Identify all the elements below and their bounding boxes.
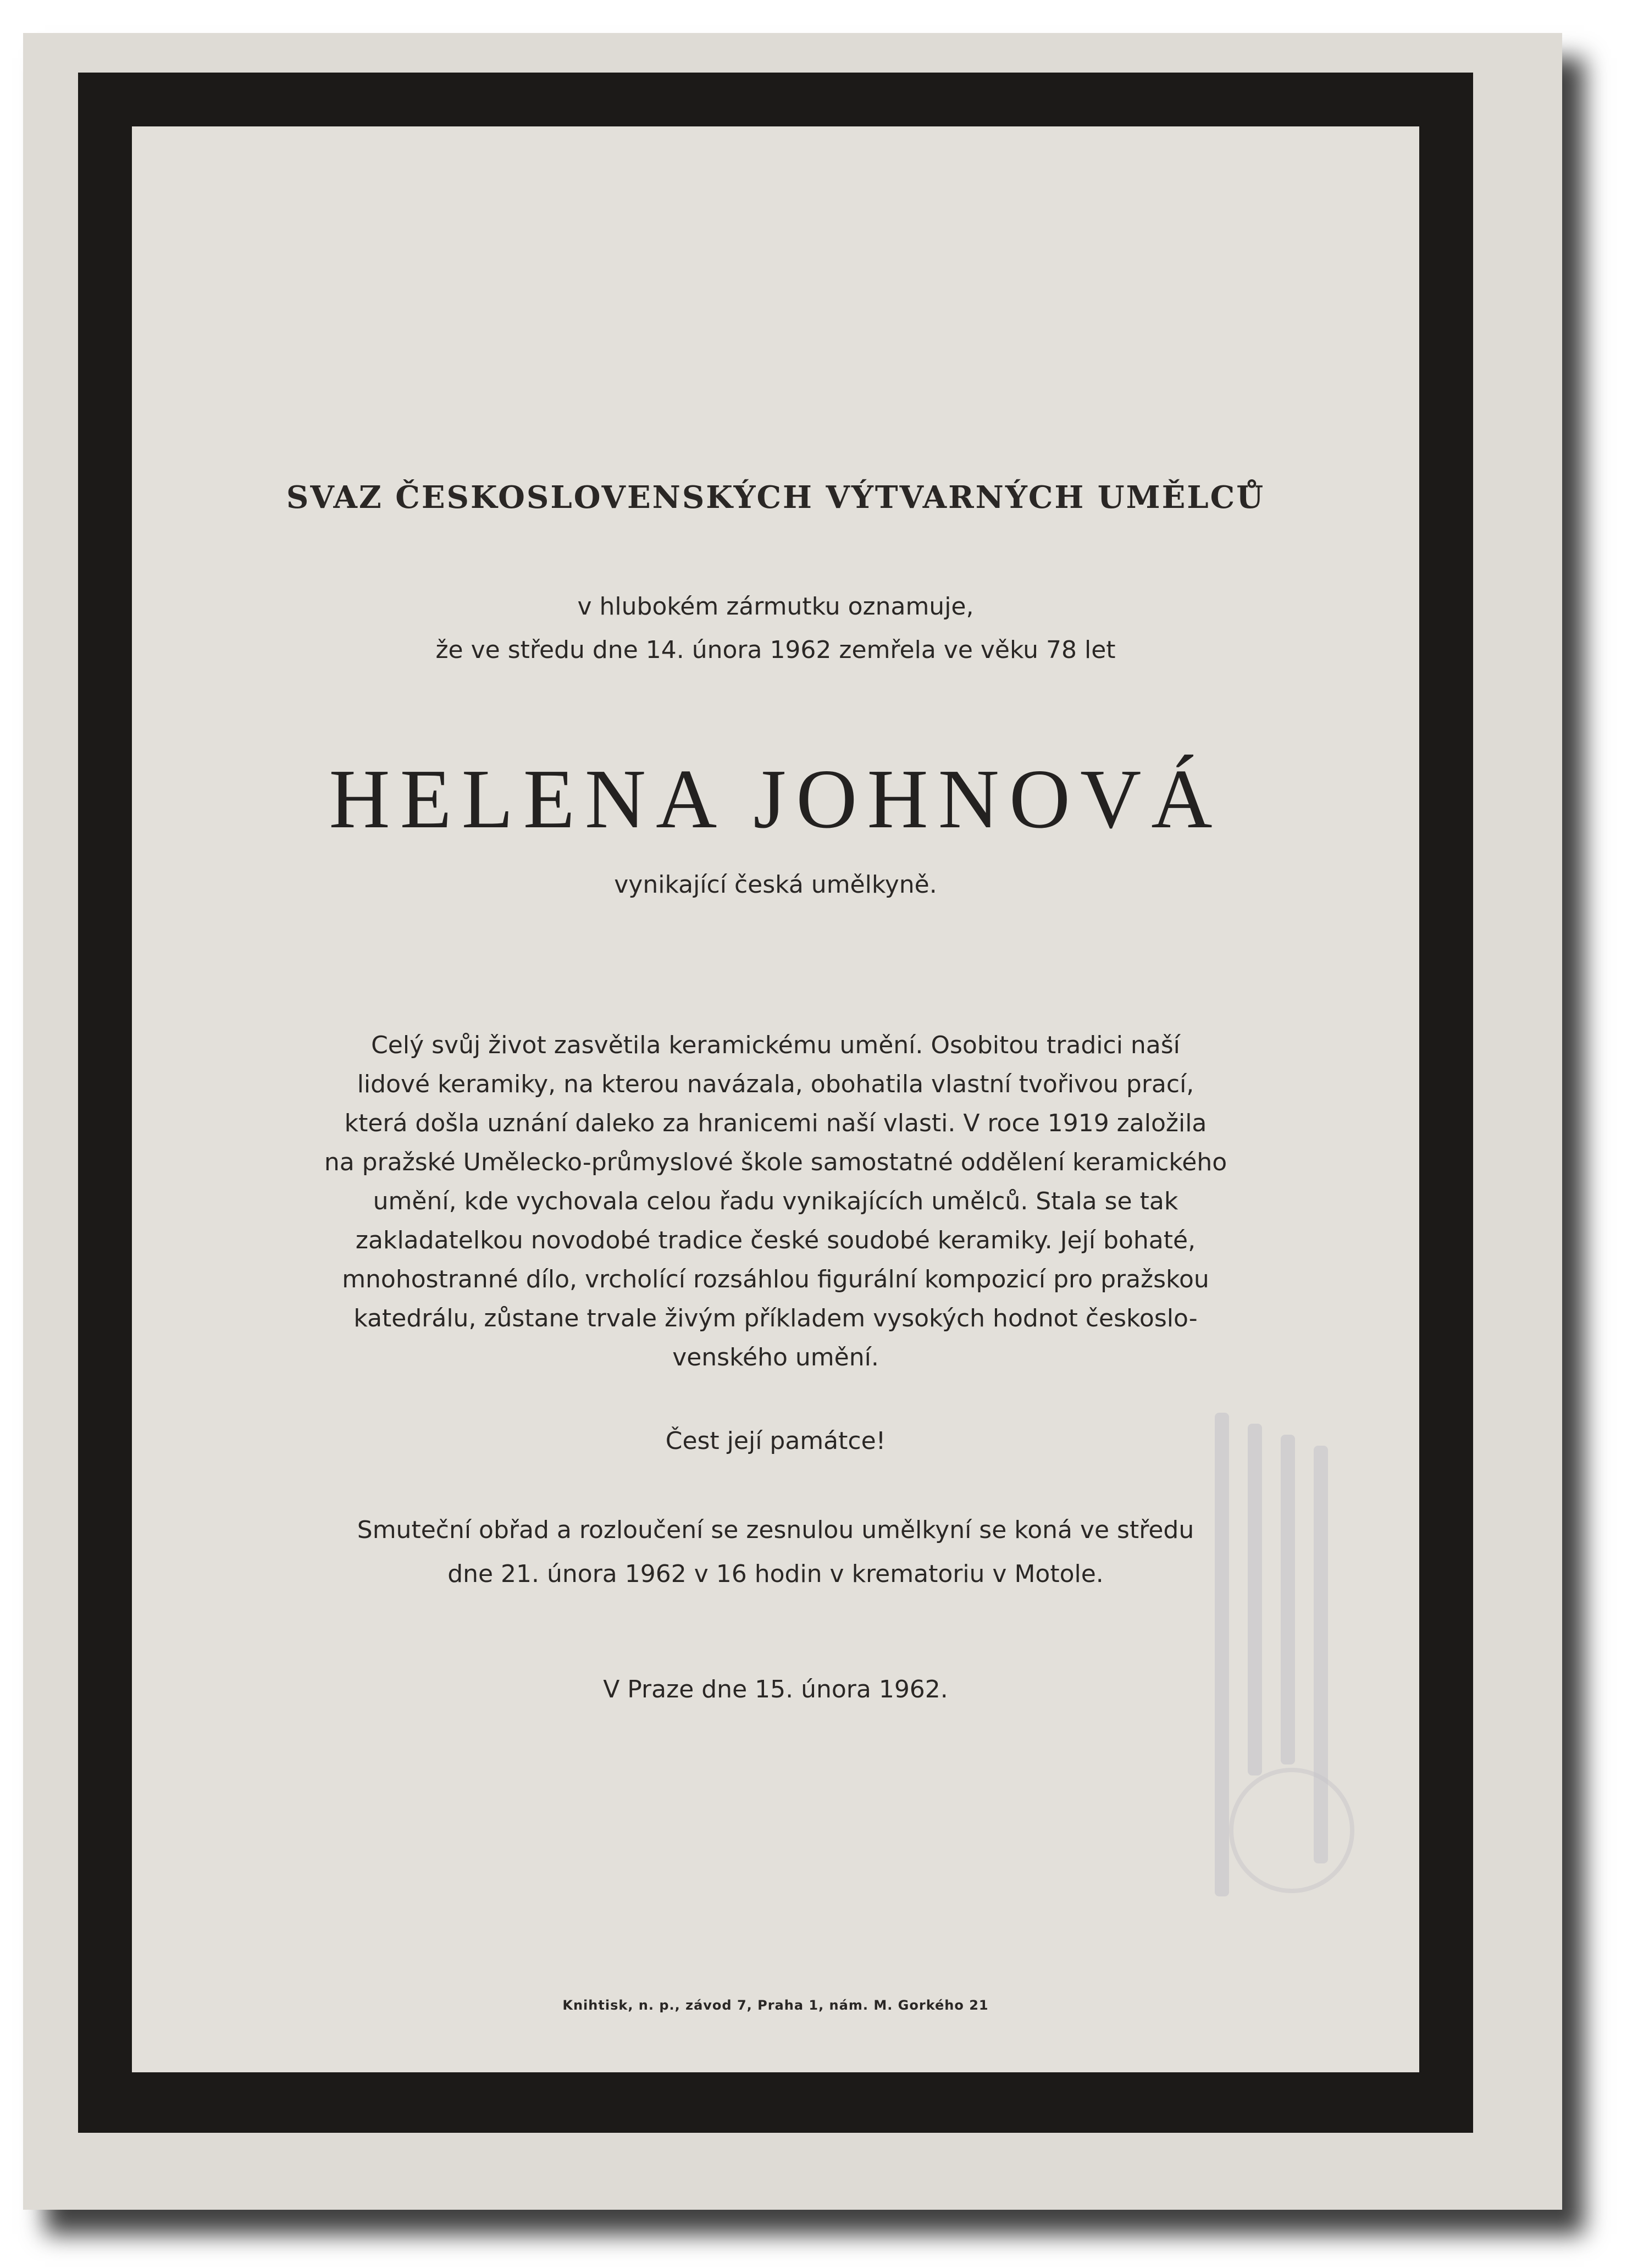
mourning-border (78, 73, 1473, 2133)
intro-line-1: v hlubokém zármutku oznamuje, (577, 593, 974, 621)
biography-line: Celý svůj život zasvětila keramickému umění. Osobitou tradici naší (371, 1031, 1180, 1059)
biography-line: lidové keramiky, na kterou navázala, obohatila vlastní tvořivou prací, (357, 1070, 1194, 1098)
organization-heading: SVAZ ČESKOSLOVENSKÝCH VÝTVARNÝCH UMĚLCŮ (286, 479, 1265, 516)
intro-line-2: že ve středu dne 14. února 1962 zemřela ve věku 78 let (435, 636, 1116, 664)
deceased-name: HELENA JOHNOVÁ (329, 753, 1222, 846)
biography-paragraph (132, 1026, 1419, 1377)
biography-line: která došla uznání daleko za hranicemi naší vlasti. V roce 1919 založila (344, 1109, 1207, 1137)
printer-imprint: Knihtisk, n. p., závod 7, Praha 1, nám. M. Gorkého 21 (562, 1998, 989, 2013)
biography-line: zakladatelkou novodobé tradice české soudobé keramiky. Její bohaté, (355, 1226, 1196, 1254)
show-through-stamp (1209, 1402, 1369, 1929)
biography-line: katedrálu, zůstane trvale živým příkladem vysokých hodnot českoslo- (353, 1304, 1198, 1332)
biography-line: na pražské Umělecko-průmyslové škole samostatné oddělení keramického (324, 1148, 1227, 1176)
honor-line: Čest její památce! (665, 1427, 886, 1455)
biography-line: mnohostranné dílo, vrcholící rozsáhlou figurální kompozicí pro pražskou (342, 1265, 1209, 1293)
ceremony-line-2: dne 21. února 1962 v 16 hodin v krematoriu v Motole. (447, 1560, 1104, 1588)
notice-content (132, 126, 1419, 2072)
deceased-description: vynikající česká umělkyně. (614, 871, 937, 899)
biography-line: umění, kde vychovala celou řadu vynikajících umělců. Stala se tak (373, 1187, 1178, 1215)
place-and-date: V Praze dne 15. února 1962. (603, 1675, 948, 1703)
ceremony-line-1: Smuteční obřad a rozloučení se zesnulou umělkyní se koná ve středu (357, 1516, 1194, 1544)
biography-line: venského umění. (672, 1343, 879, 1371)
paper-sheet (23, 33, 1562, 2210)
